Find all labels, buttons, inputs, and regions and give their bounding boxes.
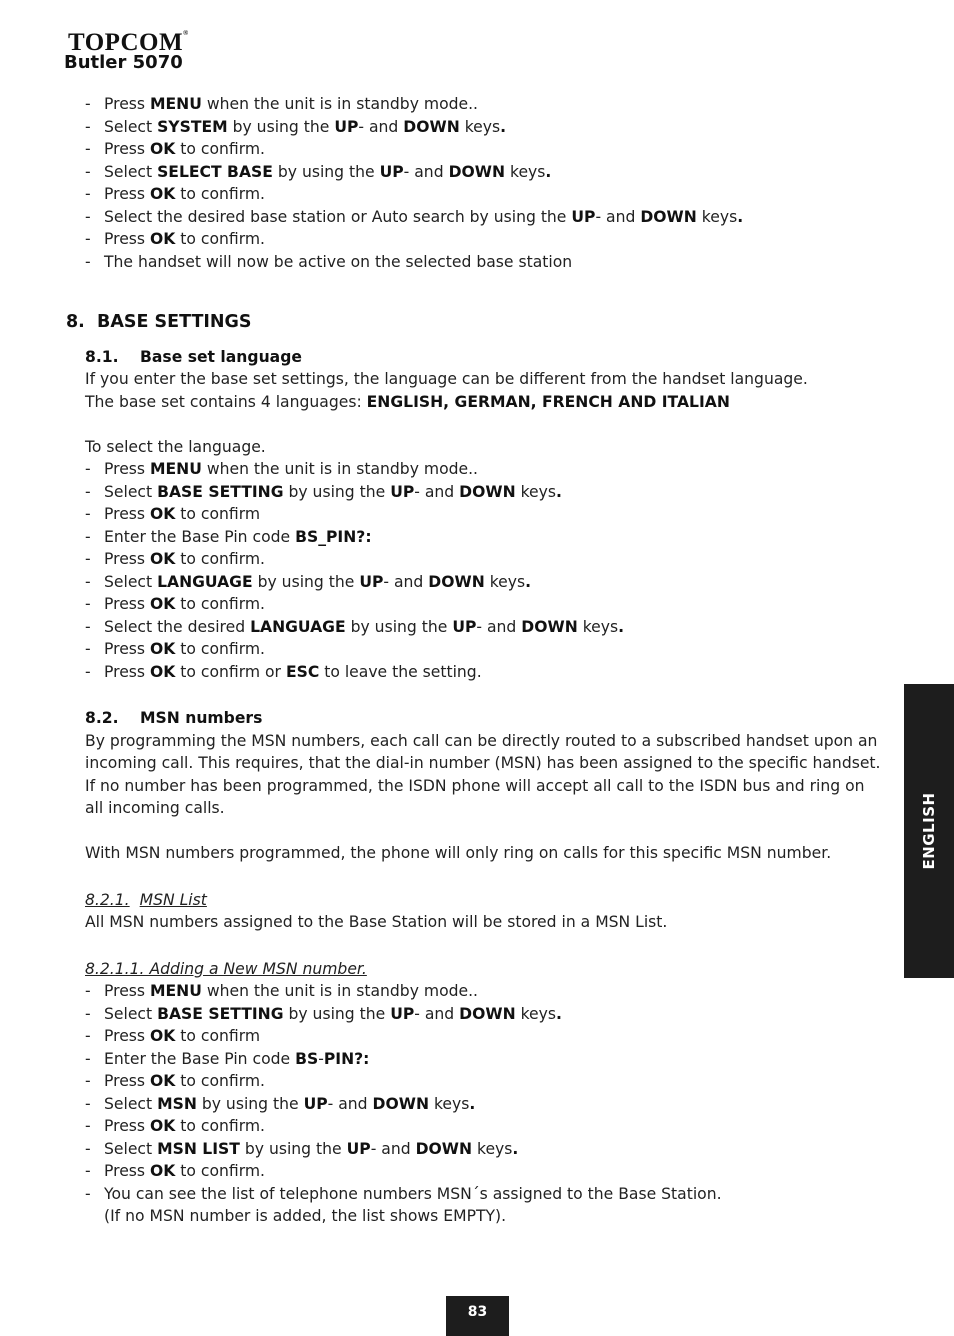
text-run: Press	[104, 1162, 150, 1180]
text-run: when the unit is in standby mode..	[201, 460, 479, 478]
bold-text: DOWN	[448, 162, 506, 181]
text-run: keys	[696, 207, 738, 226]
text-run: The handset will now be active on the selected base station	[104, 252, 573, 271]
bold-text: OK	[150, 595, 176, 613]
bold-text: LANGUAGE	[157, 572, 253, 591]
bold-text: MENU	[150, 460, 202, 478]
text-run: keys	[429, 1094, 470, 1113]
section-8-2-heading: 8.2. MSN numbers	[85, 709, 263, 727]
bold-text: MSN	[157, 1094, 197, 1113]
text-run: Select	[104, 482, 158, 501]
section-8-1-intro	[85, 436, 885, 459]
list-item	[85, 161, 885, 184]
text-run: to confirm.	[175, 230, 266, 248]
list-item	[85, 1115, 885, 1138]
text-run: Press	[104, 505, 150, 523]
bold-text: OK	[150, 140, 176, 158]
list-item	[85, 1138, 885, 1161]
list-item	[85, 638, 885, 661]
bold-text: OK	[150, 505, 176, 523]
bold-text: OK	[150, 185, 176, 203]
list-item	[85, 458, 885, 481]
text-run: Press	[104, 1072, 150, 1090]
list-item	[85, 548, 885, 571]
text-run: to confirm.	[175, 1117, 266, 1135]
list-item	[85, 251, 885, 274]
text-run: keys	[577, 617, 619, 636]
bold-text: BASE SETTING	[157, 482, 284, 501]
bold-text: UP	[452, 617, 477, 636]
text-run: Select	[104, 117, 158, 136]
text-run: - and	[414, 1004, 460, 1023]
text-run: keys	[472, 1139, 513, 1158]
text-run: to confirm.	[175, 140, 266, 158]
list-item	[85, 616, 885, 639]
text-run: Press	[104, 230, 150, 248]
bold-text: LANGUAGE	[250, 617, 346, 636]
text-run: - and	[476, 617, 522, 636]
bold-text: DOWN	[459, 482, 516, 501]
bold-text: DOWN	[640, 207, 697, 226]
list-item	[85, 571, 885, 594]
text-run: to confirm	[175, 505, 261, 523]
bold-text: DOWN	[428, 572, 485, 591]
section-8-2-1-1-heading: 8.2.1.1. Adding a New MSN number.	[85, 959, 367, 978]
text-run: Press	[104, 95, 150, 113]
list-item	[85, 138, 885, 161]
bold-text: DOWN	[372, 1094, 429, 1113]
list-item	[85, 1070, 885, 1093]
bold-text: OK	[150, 640, 176, 658]
bold-text: .	[737, 207, 744, 226]
bold-text: .	[556, 482, 562, 501]
section-8-2-para-line: all incoming calls.	[85, 799, 225, 817]
bold-text: .	[545, 162, 552, 181]
text-run: Press	[104, 640, 150, 658]
list-item	[85, 206, 885, 229]
list-item	[85, 1025, 885, 1048]
text-run: Select	[104, 1004, 158, 1023]
bold-text: .	[556, 1004, 562, 1023]
text-run: by using the	[239, 1139, 347, 1158]
product-name: Butler 5070	[64, 52, 183, 73]
text-run: Press	[104, 140, 150, 158]
bold-text: .	[618, 617, 625, 636]
bold-text: UP	[359, 572, 384, 591]
text-run: Press	[104, 595, 150, 613]
text-run: Enter the Base Pin code	[104, 1049, 296, 1068]
bold-text: UP	[571, 207, 596, 226]
text-run: - and	[358, 117, 404, 136]
page-content	[66, 93, 885, 1228]
bold-text: SYSTEM	[157, 117, 228, 136]
bold-text: MENU	[150, 982, 202, 1000]
bold-text: UP	[390, 1004, 415, 1023]
section-8-2-1-1-note: (If no MSN number is added, the list shows EMPTY).	[104, 1207, 507, 1225]
text-run: - and	[370, 1139, 416, 1158]
list-item	[85, 1093, 885, 1116]
text-run: when the unit is in standby mode..	[201, 95, 479, 113]
text-run: by using the	[283, 1004, 391, 1023]
text-run: by using the	[196, 1094, 304, 1113]
bold-text: DOWN	[403, 117, 460, 136]
bold-text: BASE SETTING	[157, 1004, 284, 1023]
bold-text: UP	[390, 482, 415, 501]
bold-text: UP	[303, 1094, 328, 1113]
bold-text: UP	[346, 1139, 371, 1158]
section-8-2-para-line: incoming call. This requires, that the dial-in number (MSN) has been assigned to the specific handset.	[85, 754, 881, 772]
bold-text: OK	[150, 1162, 176, 1180]
text-run: to confirm.	[175, 185, 266, 203]
text-run: to confirm.	[175, 1162, 266, 1180]
section-8-1-heading: 8.1. Base set language	[85, 347, 302, 366]
bold-text: ENGLISH, GERMAN, FRENCH AND ITALIAN	[366, 392, 730, 411]
text-run: Press	[104, 1117, 150, 1135]
bold-text: PIN?:	[323, 1049, 370, 1068]
text-run: Select the desired	[104, 617, 251, 636]
text-run: Press	[104, 185, 150, 203]
bold-text: .	[525, 572, 532, 591]
text-run: keys	[505, 162, 546, 181]
text-run: Press	[104, 460, 150, 478]
bold-text: SELECT BASE	[157, 162, 273, 181]
text-run: by using the	[227, 117, 335, 136]
list-item	[85, 1003, 885, 1026]
text-run: You can see the list of telephone numbers MSN´s assigned to the Base Station.	[104, 1184, 722, 1203]
list-item	[85, 661, 885, 684]
section-8-2-para-line: By programming the MSN numbers, each call can be directly routed to a subscribed handset upon an	[85, 731, 878, 750]
text-run: If you enter the base set settings, the language can be different from the handset language.	[85, 370, 808, 388]
text-run: to confirm.	[175, 1072, 266, 1090]
list-item	[85, 503, 885, 526]
text-run: keys	[459, 117, 501, 136]
text-run: Press	[104, 550, 150, 568]
bold-text: UP	[379, 162, 404, 181]
text-run: - and	[383, 572, 429, 591]
text-run: The base set contains 4 languages:	[85, 392, 367, 411]
text-run: to leave the setting.	[319, 662, 482, 681]
text-run: Press	[104, 662, 150, 681]
bold-text: MENU	[150, 95, 202, 113]
list-item	[85, 1183, 885, 1206]
text-run: by using the	[345, 617, 453, 636]
bold-text: .	[512, 1139, 519, 1158]
list-item	[85, 116, 885, 139]
text-run: to confirm.	[175, 550, 266, 568]
section-8-1-languages	[85, 391, 885, 414]
bold-text: OK	[150, 1117, 176, 1135]
list-item	[85, 481, 885, 504]
list-item	[85, 593, 885, 616]
text-run: - and	[403, 162, 449, 181]
section-8-2-1-paragraph: All MSN numbers assigned to the Base Station will be stored in a MSN List.	[85, 913, 668, 931]
bold-text: UP	[334, 117, 359, 136]
bold-text: .	[469, 1094, 476, 1113]
list-item	[85, 1048, 885, 1071]
section-8-1-steps	[85, 458, 885, 683]
text-run: -	[318, 1049, 324, 1068]
text-run: when the unit is in standby mode..	[201, 982, 479, 1000]
bold-text: BS	[295, 1049, 319, 1068]
section-8-1-paragraph	[85, 368, 885, 391]
bold-text: BS_PIN?:	[295, 527, 372, 546]
text-run: - and	[327, 1094, 373, 1113]
bold-text: ESC	[285, 662, 320, 681]
bold-text: OK	[150, 1027, 176, 1045]
text-run: - and	[414, 482, 460, 501]
section-8-2-para-2: With MSN numbers programmed, the phone will only ring on calls for this specific MSN number.	[85, 844, 832, 862]
text-run: Press	[104, 1027, 150, 1045]
text-run: To select the language.	[85, 437, 266, 456]
bold-text: OK	[150, 550, 176, 568]
language-side-tab: ENGLISH	[904, 684, 954, 978]
text-run: Press	[104, 982, 150, 1000]
section-8-2-para-line: If no number has been programmed, the ISDN phone will accept all call to the ISDN bus and ring on	[85, 776, 865, 795]
text-run: - and	[595, 207, 641, 226]
bold-text: .	[500, 117, 507, 136]
text-run: Select	[104, 572, 158, 591]
text-run: keys	[515, 1004, 557, 1023]
list-item	[85, 526, 885, 549]
bold-text: OK	[150, 1072, 176, 1090]
text-run: to confirm	[175, 1027, 261, 1045]
text-run: Select	[104, 1094, 158, 1113]
list-item	[85, 183, 885, 206]
list-item	[85, 228, 885, 251]
list-item	[85, 1160, 885, 1183]
topcom-logo: TOPCOM®	[68, 29, 189, 56]
section-8-2-1-heading: 8.2.1. MSN List	[85, 890, 207, 909]
page-number: 83	[446, 1296, 509, 1336]
text-run: Select the desired base station or Auto search by using the	[104, 207, 572, 226]
text-run: Select	[104, 162, 158, 181]
text-run: by using the	[283, 482, 391, 501]
text-run: to confirm.	[175, 640, 266, 658]
text-run: to confirm or	[175, 662, 286, 681]
bold-text: DOWN	[521, 617, 578, 636]
text-run: keys	[484, 572, 526, 591]
text-run: keys	[515, 482, 557, 501]
text-run: by using the	[272, 162, 380, 181]
list-item	[85, 93, 885, 116]
text-run: to confirm.	[175, 595, 266, 613]
intro-steps-list	[85, 93, 885, 273]
section-8-2-1-1-steps	[85, 980, 885, 1205]
text-run: by using the	[252, 572, 360, 591]
bold-text: DOWN	[415, 1139, 473, 1158]
bold-text: OK	[150, 230, 176, 248]
bold-text: MSN LIST	[157, 1139, 240, 1158]
text-run: Enter the Base Pin code	[104, 527, 296, 546]
section-8-heading: 8. BASE SETTINGS	[66, 311, 252, 332]
list-item	[85, 980, 885, 1003]
text-run: Select	[104, 1139, 158, 1158]
bold-text: OK	[150, 662, 176, 681]
bold-text: DOWN	[459, 1004, 516, 1023]
